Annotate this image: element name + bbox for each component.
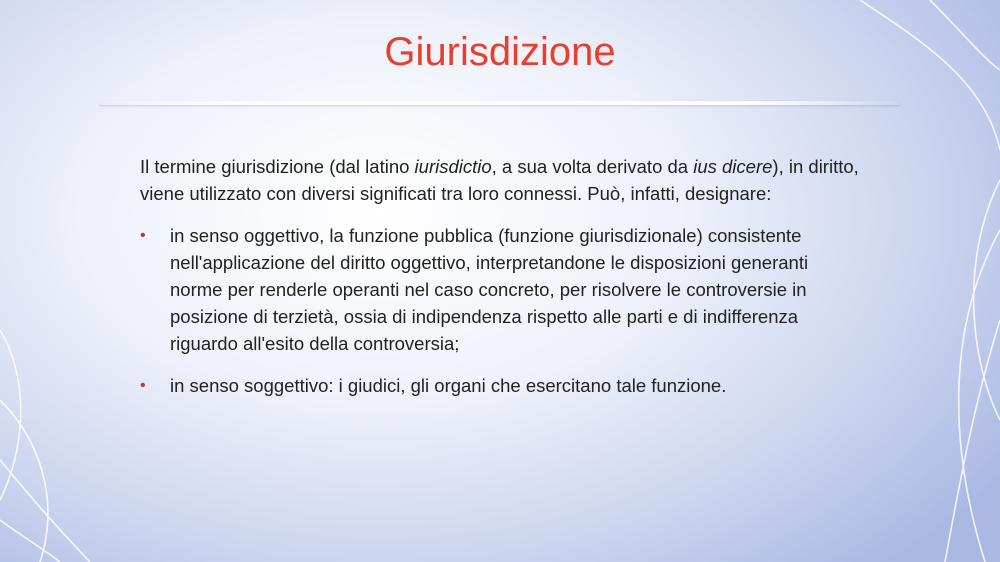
bullet-text: in senso soggettivo: i giudici, gli organi che esercitano tale funzione.	[170, 375, 727, 396]
intro-part-2: , a sua volta derivato da	[491, 156, 694, 177]
right-curve-3	[974, 180, 1000, 420]
bullet-item	[140, 372, 835, 399]
bullet-text: in senso oggettivo, la funzione pubblica (funzione giurisdizionale) consistente nell'applicazione del diritto oggettivo, interpretandone le disposizioni generanti norme per renderle operanti nel caso concreto, per risolvere le controversie in posizione di terzietà, ossia di indipendenza rispetto alle parti e di indifferenza riguardo all'esito della controversia;	[170, 225, 809, 354]
left-curve-4	[0, 520, 60, 562]
bullet-list	[140, 222, 870, 399]
slide-content	[140, 153, 870, 414]
right-curve-5	[945, 320, 1000, 562]
right-curve-4	[959, 230, 1000, 562]
left-curve-2	[0, 400, 48, 562]
bullet-icon: •	[140, 227, 146, 244]
intro-term-1: iurisdictio	[414, 156, 492, 177]
bullet-icon: •	[140, 377, 146, 394]
slide-title: Giurisdizione	[384, 30, 616, 74]
bullet-item	[140, 222, 835, 357]
intro-part-1: Il termine giurisdizione (dal latino	[140, 156, 415, 177]
intro-paragraph	[140, 153, 870, 207]
title-divider	[100, 101, 900, 105]
intro-part-3: ), in diritto, viene utilizzato con diversi significati tra loro connessi. Può, infatti, designare:	[140, 156, 859, 204]
left-curve-1	[0, 330, 21, 500]
left-curve-3	[0, 460, 90, 562]
intro-term-2: ius dicere	[693, 156, 773, 177]
